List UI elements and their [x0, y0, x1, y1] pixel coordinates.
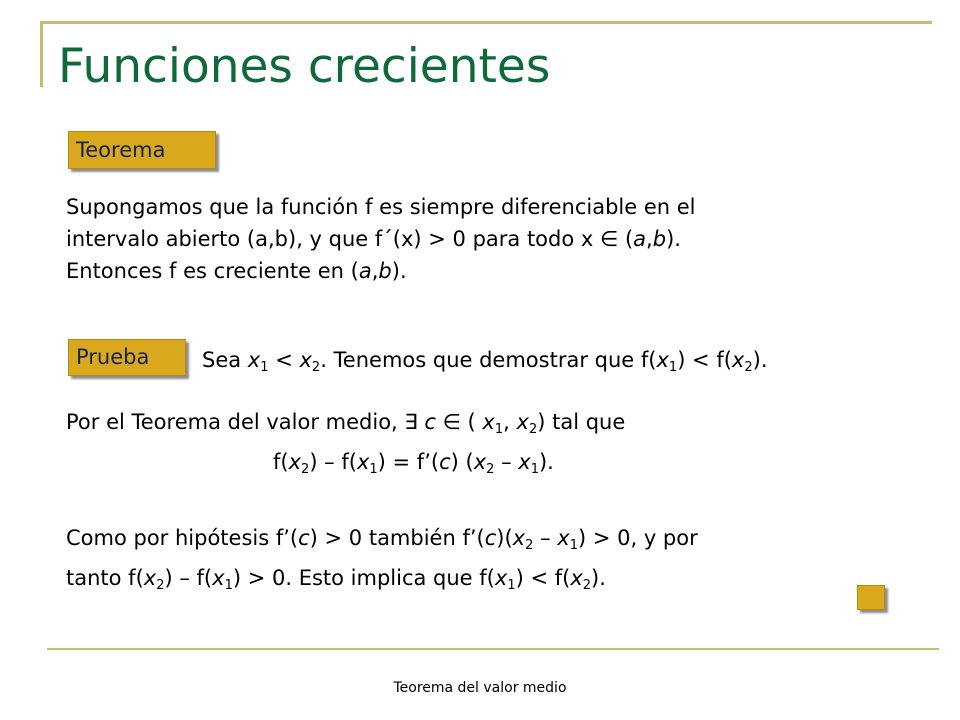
mvt-equation: $f(x_2) - f(x_1)$ = f’(c) $(x_2 - x_1)$. — [273, 450, 554, 477]
proof-statement-text: Sea $x_1 < x_2$. Tenemos que demostrar que $f(x_1) < f(x_2)$. — [202, 348, 768, 375]
frame-left-line — [40, 21, 43, 87]
qed-square-icon — [857, 585, 885, 610]
proof-statement — [202, 344, 768, 384]
proof-conclusion — [66, 522, 698, 602]
slide-footer: Teorema del valor medio — [393, 680, 567, 696]
footer-divider — [47, 648, 939, 650]
theorem-line-1: Supongamos que la función f es siempre diferenciable en el — [66, 195, 696, 219]
theorem-label: Teorema — [68, 131, 216, 169]
conclusion-line-1: Como por hipótesis f’(c) > 0 también $f’(c)(x_2 - x_1) > 0$, y por — [66, 526, 698, 553]
proof-label: Prueba — [68, 339, 186, 376]
conclusion-line-2: tanto $f(x_2) - f(x_1) > 0$. Esto implica que $f(x_1) < f(x_2)$. — [66, 566, 606, 593]
mean-value-theorem-step — [66, 406, 625, 486]
theorem-line-3: Entonces f es creciente en (a,b). — [66, 259, 407, 283]
mvt-line-1: Por el Teorema del valor medio, ∃ c ∈ ( $x_1$, $x_2$) tal que — [66, 410, 626, 437]
slide-title: Funciones crecientes — [58, 39, 551, 94]
frame-top-line — [40, 21, 932, 24]
theorem-statement — [66, 191, 696, 287]
theorem-line-2: intervalo abierto (a,b), y que f´(x) > 0 para todo x ∈ (a,b). — [66, 227, 681, 251]
